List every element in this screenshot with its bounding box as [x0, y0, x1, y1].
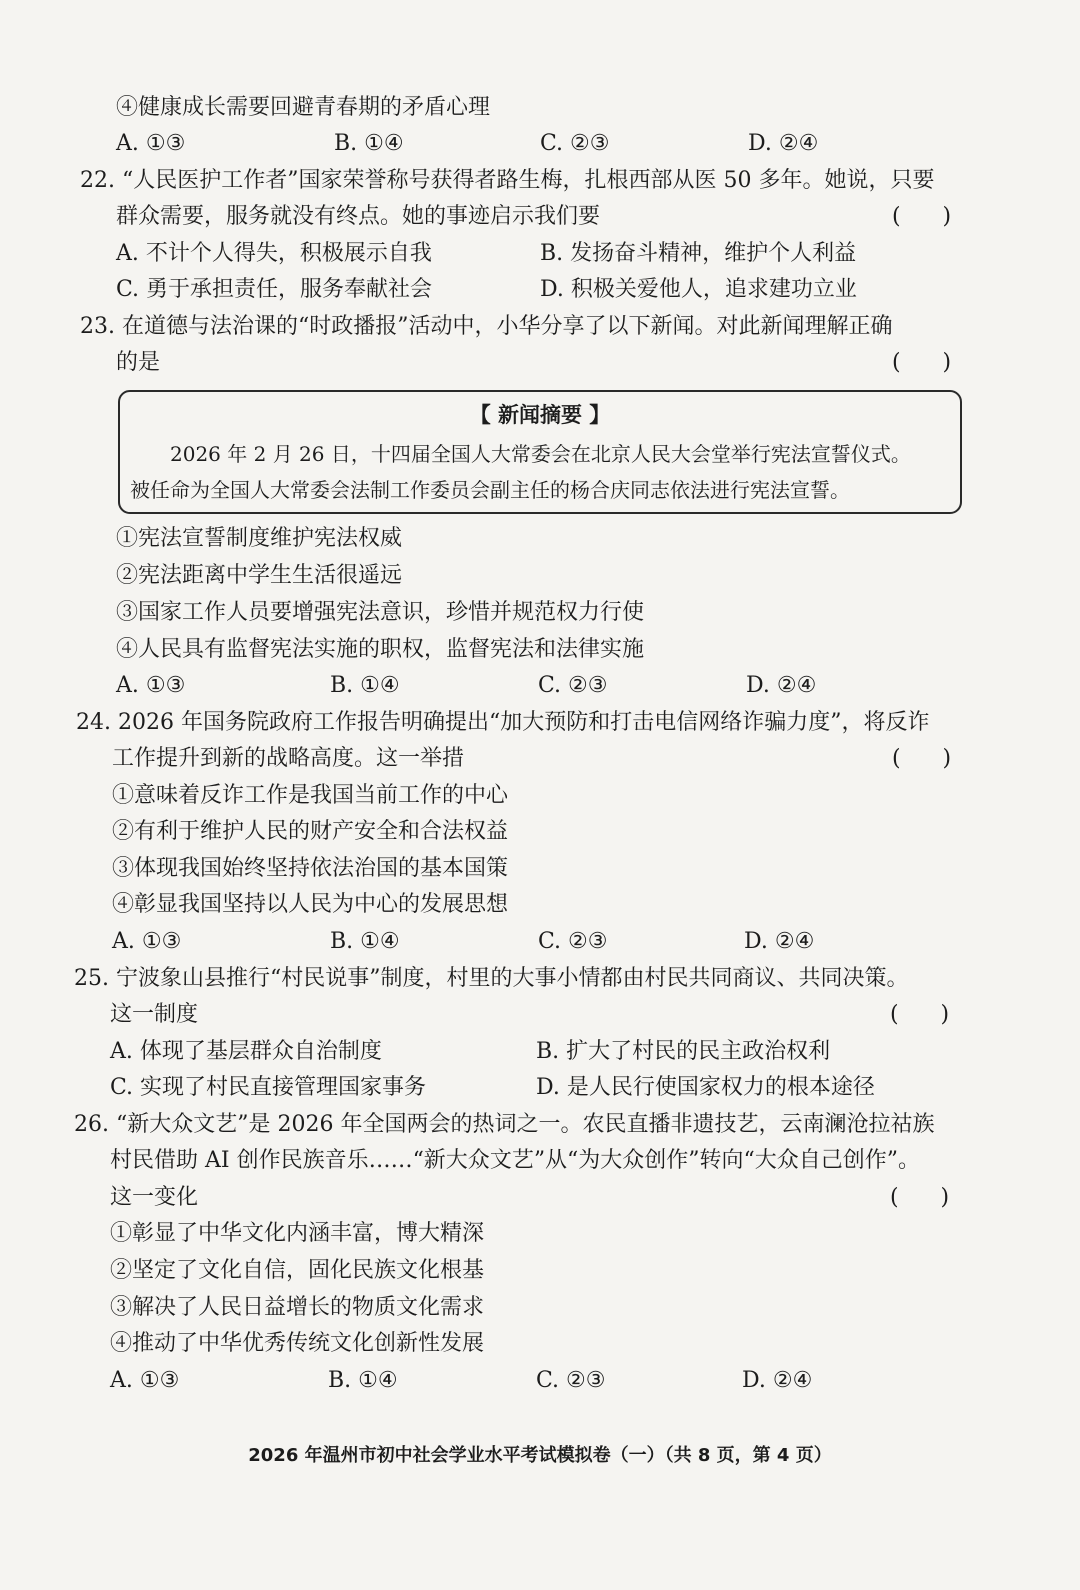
news-summary-line-1: 2026 年 2 月 26 日，十四届全国人大常委会在北京人民大会堂举行宪法宣誓仪式。	[170, 442, 911, 466]
page-footer: 2026 年温州市初中社会学业水平考试模拟卷（一）（共 8 页，第 4 页）	[248, 1445, 832, 1466]
q23-option-d: D. ②④	[746, 673, 817, 698]
q25-answer-paren: ( )	[890, 1002, 950, 1027]
q21-option-d: D. ②④	[748, 131, 819, 156]
q26-stem-line-3: 这一变化	[110, 1185, 199, 1210]
q22-option-d: D. 积极关爱他人，追求建功立业	[540, 277, 857, 302]
q22-answer-paren: ( )	[892, 204, 952, 229]
q23-statement-3: ③国家工作人员要增强宪法意识，珍惜并规范权力行使	[116, 600, 645, 625]
q24-option-c: C. ②③	[538, 929, 608, 954]
q26-statement-4: ④推动了中华优秀传统文化创新性发展	[110, 1331, 485, 1356]
q24-stem-line-1: 24. 2026 年国务院政府工作报告明确提出“加大预防和打击电信网络诈骗力度”，将反诈	[76, 710, 930, 735]
q24-statement-3: ③体现我国始终坚持依法治国的基本国策	[112, 856, 509, 881]
q22-option-b: B. 发扬奋斗精神，维护个人利益	[540, 241, 857, 266]
q23-statement-4: ④人民具有监督宪法实施的职权，监督宪法和法律实施	[116, 637, 645, 662]
news-summary-line-2: 被任命为全国人大常委会法制工作委员会副主任的杨合庆同志依法进行宪法宣誓。	[130, 478, 850, 502]
q23-answer-paren: ( )	[892, 350, 952, 375]
q26-option-a: A. ①③	[110, 1368, 180, 1393]
q26-answer-paren: ( )	[890, 1185, 950, 1210]
q26-option-d: D. ②④	[742, 1368, 813, 1393]
q24-option-a: A. ①③	[112, 929, 182, 954]
q26-option-c: C. ②③	[536, 1368, 606, 1393]
news-summary-title: 【 新闻摘要 】	[469, 403, 611, 427]
q24-answer-paren: ( )	[892, 746, 952, 771]
q23-stem-line-2: 的是	[116, 350, 161, 375]
q25-option-b: B. 扩大了村民的民主政治权利	[536, 1039, 831, 1064]
news-summary-box	[118, 390, 962, 514]
q26-statement-3: ③解决了人民日益增长的物质文化需求	[110, 1295, 485, 1320]
q26-statement-2: ②坚定了文化自信，固化民族文化根基	[110, 1258, 485, 1283]
q23-stem-line-1: 23. 在道德与法治课的“时政播报”活动中，小华分享了以下新闻。对此新闻理解正确	[80, 314, 893, 339]
q23-statement-2: ②宪法距离中学生生活很遥远	[116, 563, 403, 588]
q24-statement-1: ①意味着反诈工作是我国当前工作的中心	[112, 783, 509, 808]
q23-statement-1: ①宪法宣誓制度维护宪法权威	[116, 526, 403, 551]
q21-option-a: A. ①③	[116, 131, 186, 156]
q25-option-d: D. 是人民行使国家权力的根本途径	[536, 1075, 875, 1100]
q24-statement-4: ④彰显我国坚持以人民为中心的发展思想	[112, 892, 509, 917]
q24-option-d: D. ②④	[744, 929, 815, 954]
q24-option-b: B. ①④	[330, 929, 400, 954]
q22-option-c: C. 勇于承担责任，服务奉献社会	[116, 277, 433, 302]
q25-stem-line-2: 这一制度	[110, 1002, 199, 1027]
q23-option-b: B. ①④	[330, 673, 400, 698]
q24-statement-2: ②有利于维护人民的财产安全和合法权益	[112, 819, 509, 844]
q21-option-c: C. ②③	[540, 131, 610, 156]
q21-statement-4: ④健康成长需要回避青春期的矛盾心理	[116, 95, 491, 120]
q22-option-a: A. 不计个人得失，积极展示自我	[116, 241, 432, 266]
q23-option-c: C. ②③	[538, 673, 608, 698]
q25-option-c: C. 实现了村民直接管理国家事务	[110, 1075, 427, 1100]
q23-option-a: A. ①③	[116, 673, 186, 698]
q25-option-a: A. 体现了基层群众自治制度	[110, 1039, 382, 1064]
q21-option-b: B. ①④	[334, 131, 404, 156]
q22-stem-line-1: 22. “人民医护工作者”国家荣誉称号获得者路生梅，扎根西部从医 50 多年。她说，只要	[80, 168, 935, 193]
q26-stem-line-2: 村民借助 AI 创作民族音乐……“新大众文艺”从“为大众创作”转向“大众自己创作”。	[110, 1148, 921, 1173]
q26-statement-1: ①彰显了中华文化内涵丰富，博大精深	[110, 1221, 485, 1246]
q25-stem-line-1: 25. 宁波象山县推行“村民说事”制度，村里的大事小情都由村民共同商议、共同决策。	[74, 966, 909, 991]
q22-stem-line-2: 群众需要，服务就没有终点。她的事迹启示我们要	[116, 204, 601, 229]
q24-stem-line-2: 工作提升到新的战略高度。这一举措	[112, 746, 465, 771]
q26-option-b: B. ①④	[328, 1368, 398, 1393]
q26-stem-line-1: 26. “新大众文艺”是 2026 年全国两会的热词之一。农民直播非遗技艺，云南澜沧拉祜族	[74, 1112, 935, 1137]
